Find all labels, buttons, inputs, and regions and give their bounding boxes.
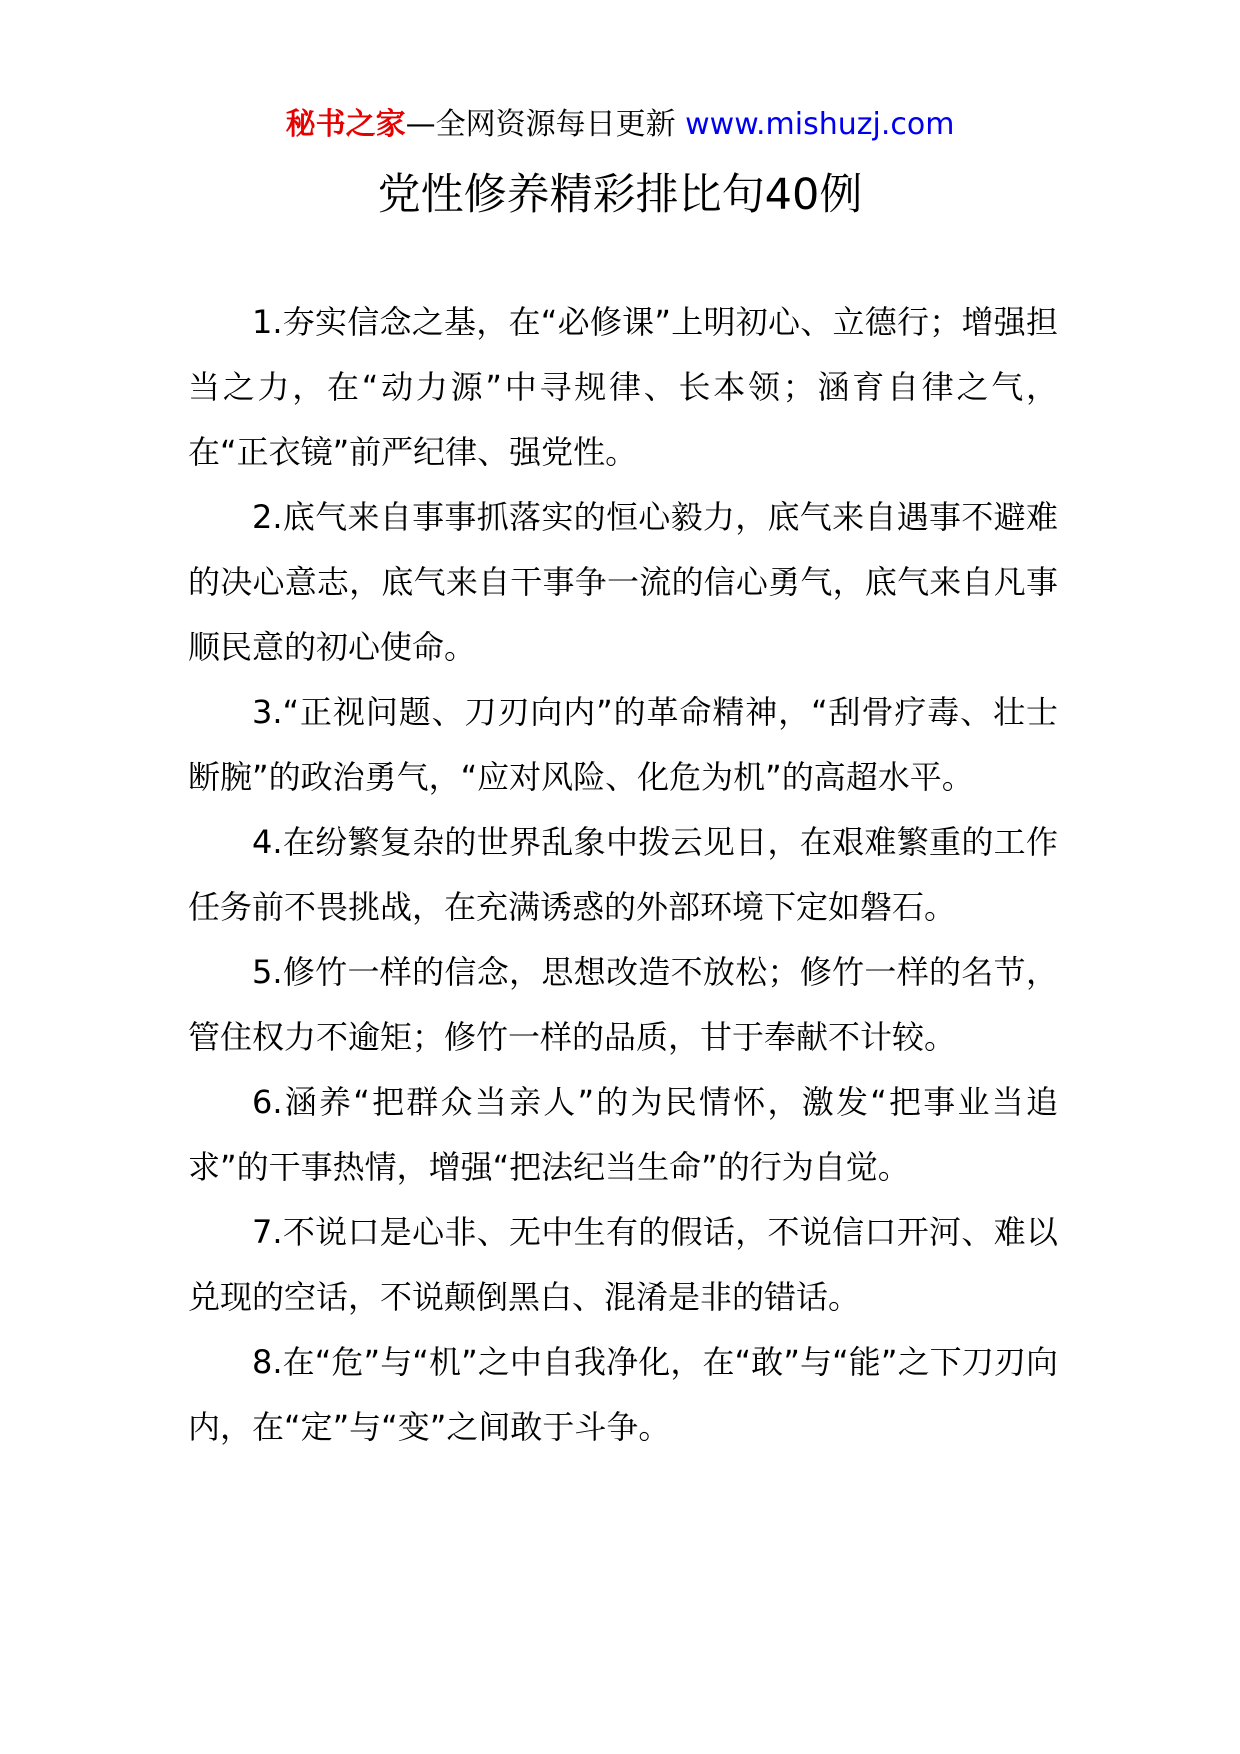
paragraph-3: 3.“正视问题、刀刃向内”的革命精神，“刮骨疗毒、壮士断腕”的政治勇气，“应对风险、化危为机”的高超水平。 xyxy=(188,693,1058,796)
site-url-link[interactable]: www.mishuzj.com xyxy=(685,107,955,142)
document-body xyxy=(188,290,1058,1460)
paragraph-1: 1.夯实信念之基，在“必修课”上明初心、立德行；增强担当之力，在“动力源”中寻规律、长本领；涵育自律之气，在“正衣镜”前严纪律、强党性。 xyxy=(188,303,1058,471)
paragraph-4: 4.在纷繁复杂的世界乱象中拨云见日，在艰难繁重的工作任务前不畏挑战，在充满诱惑的外部环境下定如磐石。 xyxy=(188,823,1058,926)
document-title: 党性修养精彩排比句40例 xyxy=(377,170,863,220)
site-tagline: —全网资源每日更新 xyxy=(405,107,676,142)
paragraph-7: 7.不说口是心非、无中生有的假话，不说信口开河、难以兑现的空话，不说颠倒黑白、混淆是非的错话。 xyxy=(188,1213,1058,1316)
paragraph-2: 2.底气来自事事抓落实的恒心毅力，底气来自遇事不避难的决心意志，底气来自干事争一流的信心勇气，底气来自凡事顺民意的初心使命。 xyxy=(188,498,1058,666)
paragraph-6: 6.涵养“把群众当亲人”的为民情怀，激发“把事业当追求”的干事热情，增强“把法纪当生命”的行为自觉。 xyxy=(188,1083,1058,1186)
paragraph-5: 5.修竹一样的信念，思想改造不放松；修竹一样的名节，管住权力不逾矩；修竹一样的品质，甘于奉献不计较。 xyxy=(188,953,1058,1056)
paragraph-8: 8.在“危”与“机”之中自我净化，在“敢”与“能”之下刀刃向内，在“定”与“变”之间敢于斗争。 xyxy=(188,1343,1058,1446)
site-brand: 秘书之家 xyxy=(285,107,406,142)
site-header xyxy=(0,100,1240,150)
